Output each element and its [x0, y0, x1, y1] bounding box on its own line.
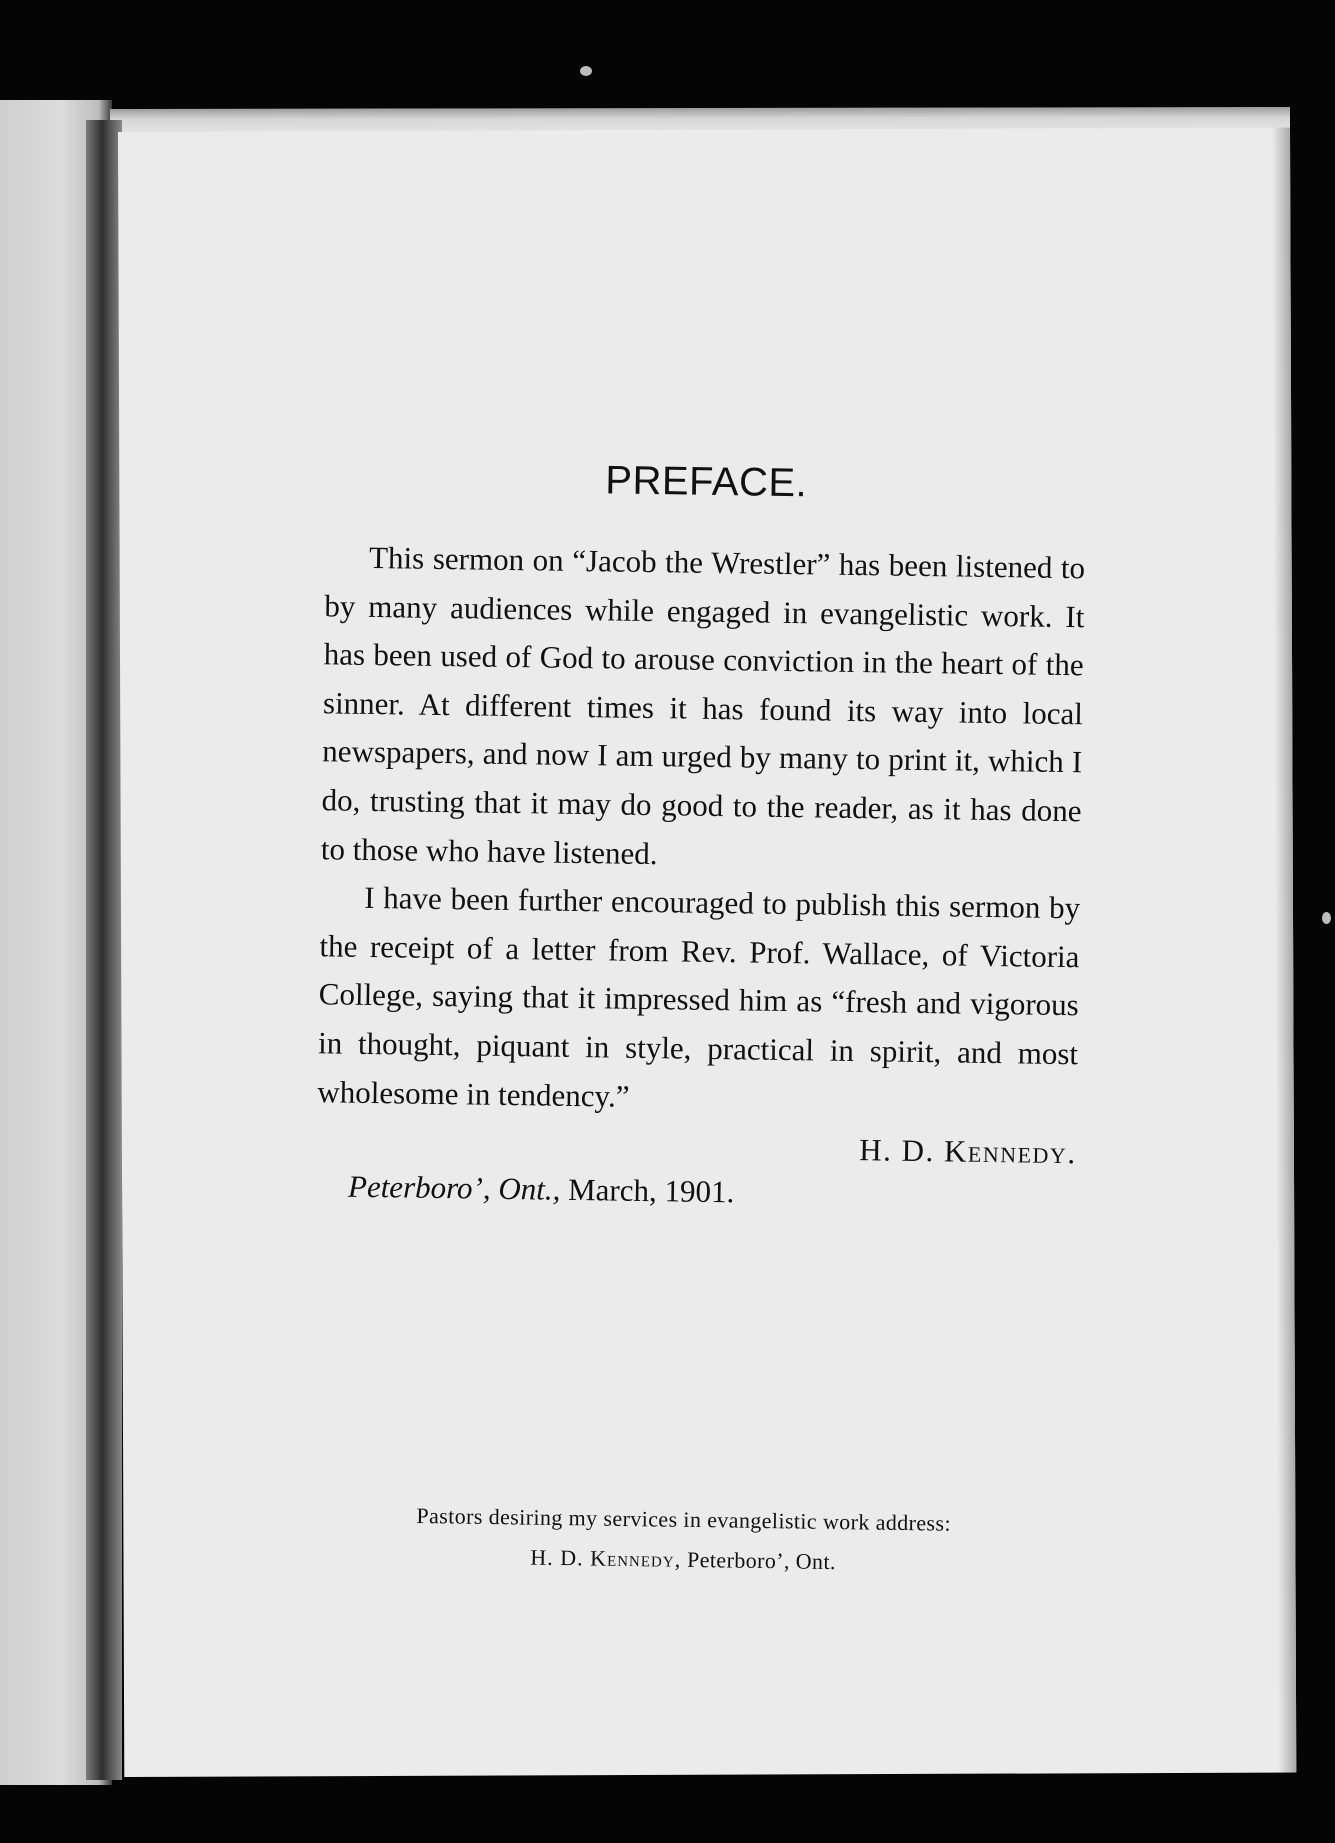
footer-place: Peterboro’, Ont. — [686, 1546, 837, 1575]
scan-speck — [1322, 912, 1331, 924]
preface-paragraph-2: I have been further encouraged to publish this sermon by the receipt of a letter from Rev. Prof. Wallace, of Victoria College, saying that it impressed him as “fresh and vigorous in thought, piquant in style, practical in spirit, and most wholesome in tendency.” — [317, 880, 1081, 1114]
preface-title: PREFACE. — [605, 458, 808, 506]
dateline — [316, 1168, 1076, 1215]
preface-section — [316, 454, 1087, 1215]
author-signature: H. D. Kennedy. — [859, 1132, 1077, 1171]
page-edge-shadow — [1272, 127, 1296, 1772]
footer-line-1: Pastors desiring my services in evangelistic work address: — [416, 1502, 952, 1536]
scan-speck — [580, 66, 592, 76]
footer-note — [293, 1494, 1074, 1585]
footer-name: H. D. Kennedy, — [530, 1544, 682, 1572]
preface-paragraph-1: This sermon on “Jacob the Wrestler” has been listened to by many audiences while engaged in evangelistic work. It has been used of God to arouse conviction in the heart of the sinner. At different times it has found its way into local newspapers, and now I am urged by many to print it, which I do, trusting that it may do good to the reader, as it has done to those who have listened. — [320, 539, 1086, 871]
book-spine — [86, 120, 122, 1780]
scanned-page — [118, 127, 1296, 1776]
dateline-place: Peterboro’, Ont., — [347, 1168, 561, 1207]
dateline-date: March, 1901. — [567, 1172, 735, 1210]
